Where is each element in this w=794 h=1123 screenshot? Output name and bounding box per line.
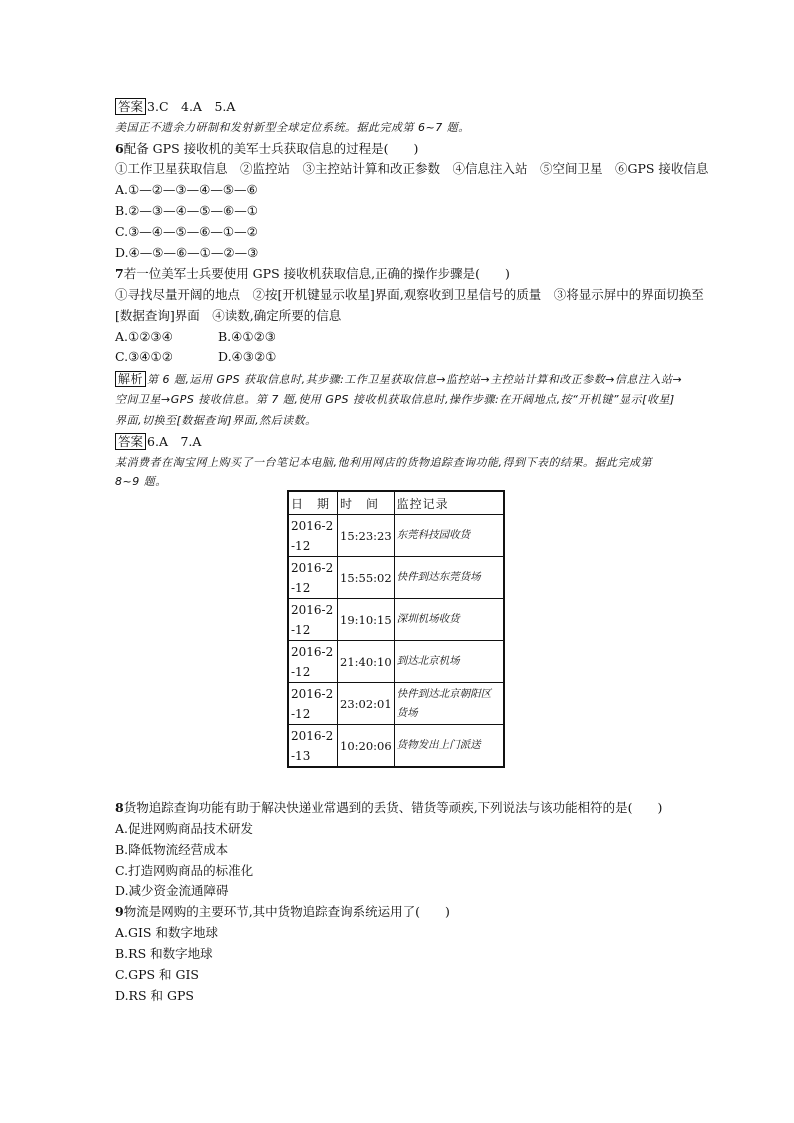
tracking-table [287,490,505,768]
table-header-row [288,491,504,515]
analysis-tag: 解析 [115,371,146,387]
group-intro-8-9-line-1: 某消费者在淘宝网上购买了一台笔记本电脑,他利用网店的货物追踪查询功能,得到下表的结果。据此完成第 [115,456,652,469]
cell-date: 2016-2-12 [288,641,338,683]
question-text: 物流是网购的主要环节,其中货物追踪查询系统运用了( ) [123,904,450,919]
question-number: 6 [115,141,124,156]
question-9-option-a: A.GIS 和数字地球 [115,925,218,940]
header-time: 时 间 [338,491,395,515]
answer-line-6-7 [115,432,685,452]
question-text: 配备 GPS 接收机的美军士兵获取信息的过程是( ) [123,141,419,156]
question-number: 9 [115,904,124,919]
question-6-option-b: B.②—③—④—⑤—⑥—① [115,203,258,218]
cell-time: 21:40:10 [338,641,395,683]
group-intro-8-9-line-2: 8~9 题。 [115,475,167,488]
question-7-steps-line-2: [数据查询]界面 ④读数,确定所要的信息 [115,308,342,323]
question-7-steps-line-1: ①寻找尽量开阔的地点 ②按[开机键显示收星]界面,观察收到卫星信号的质量 ③将显示屏中的界面切换至 [115,287,704,302]
question-8-stem [115,798,685,818]
group-intro-6-7: 美国正不遗余力研制和发射新型全球定位系统。据此完成第 6~7 题。 [115,121,470,134]
question-text: 货物追踪查询功能有助于解决快递业常遇到的丢货、错货等顽疾,下列说法与该功能相符的是( ) [123,800,663,815]
analysis-text: 第 6 题,运用 GPS 获取信息时,其步骤:工作卫星获取信息→监控站→主控站计算和改正参数→信息注入站→ [147,373,683,386]
question-7-option-b: B.④①②③ [218,329,276,344]
cell-date: 2016-2-12 [288,557,338,599]
cell-record: 快件到达东莞货场 [394,557,504,599]
cell-time: 15:55:02 [338,557,395,599]
question-7-options-cd [115,347,685,367]
table-row [288,557,504,599]
cell-date: 2016-2-13 [288,725,338,768]
cell-record: 到达北京机场 [394,641,504,683]
cell-record: 深圳机场收货 [394,599,504,641]
cell-time: 15:23:23 [338,515,395,557]
question-number: 8 [115,800,124,815]
cell-time: 19:10:15 [338,599,395,641]
table-row [288,641,504,683]
analysis-line-1 [115,369,685,390]
cell-time: 10:20:06 [338,725,395,768]
cell-record: 东莞科技园收货 [394,515,504,557]
cell-time: 23:02:01 [338,683,395,725]
table-row [288,725,504,768]
question-6-option-d: D.④—⑤—⑥—①—②—③ [115,245,259,260]
table-row [288,515,504,557]
analysis-line-2: 空间卫星→GPS 接收信息。第 7 题,使用 GPS 接收机获取信息时,操作步骤:在开阔地点,按“开机键”显示[收星] [115,393,675,406]
question-8-option-a: A.促进网购商品技术研发 [115,821,254,836]
cell-date: 2016-2-12 [288,515,338,557]
answer-line-3-5 [115,97,685,117]
question-6-stem [115,139,685,159]
question-7-options-ab [115,327,685,347]
question-9-option-b: B.RS 和数字地球 [115,946,213,961]
question-6-items: ①工作卫星获取信息 ②监控站 ③主控站计算和改正参数 ④信息注入站 ⑤空间卫星 ⑥GPS 接收信息 [115,161,709,176]
answer-tag: 答案 [115,433,146,450]
question-6-option-a: A.①—②—③—④—⑤—⑥ [115,182,258,197]
header-record: 监控记录 [394,491,504,515]
cell-date: 2016-2-12 [288,599,338,641]
cell-record: 货物发出上门派送 [394,725,504,768]
question-7-stem [115,264,685,284]
answer-tag: 答案 [115,98,146,115]
header-date: 日 期 [288,491,338,515]
question-9-stem [115,902,685,922]
question-8-option-d: D.减少资金流通障碍 [115,883,229,898]
analysis-line-3: 界面,切换至[数据查询]界面,然后读数。 [115,414,317,427]
question-7-option-c: C.③④①② [115,349,173,364]
question-8-option-b: B.降低物流经营成本 [115,842,229,857]
question-7-option-d: D.④③②① [218,349,277,364]
answer-text: 3.C 4.A 5.A [147,99,236,114]
question-9-option-d: D.RS 和 GPS [115,988,194,1003]
cell-record: 快件到达北京朝阳区货场 [394,683,504,725]
cell-date: 2016-2-12 [288,683,338,725]
question-9-option-c: C.GPS 和 GIS [115,967,199,982]
answer-text: 6.A 7.A [147,434,202,449]
table-row [288,599,504,641]
question-6-option-c: C.③—④—⑤—⑥—①—② [115,224,258,239]
question-8-option-c: C.打造网购商品的标准化 [115,863,254,878]
table-row [288,683,504,725]
question-text: 若一位美军士兵要使用 GPS 接收机获取信息,正确的操作步骤是( ) [123,266,510,281]
question-7-option-a: A.①②③④ [115,329,173,344]
question-number: 7 [115,266,124,281]
